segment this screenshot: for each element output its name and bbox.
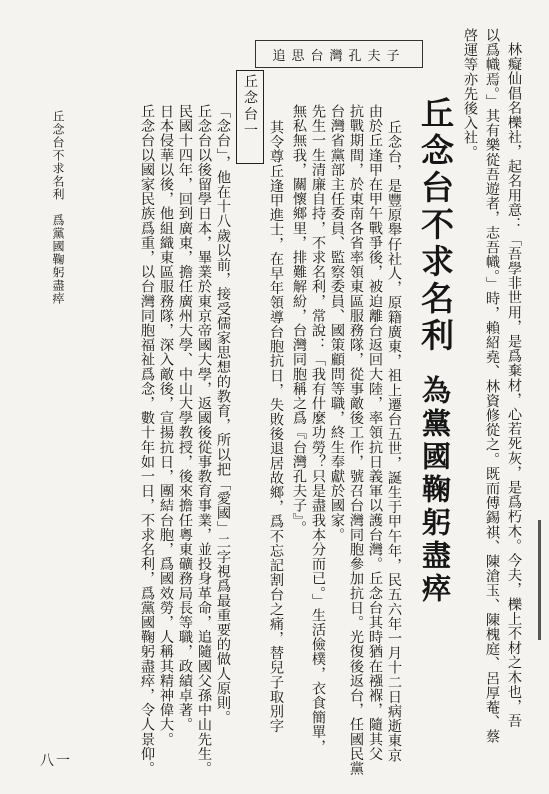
- top-column-3: 啓運等亦先後入社。: [462, 28, 478, 160]
- body-column-3: 抗戰期間，於東南各省率領東區服務隊，從事敵後工作，號召台灣同胞參加抗日。光復後返台，任國民黨: [348, 104, 364, 776]
- article-author: 為黨國鞠躬盡瘁: [418, 375, 452, 606]
- body-column-6: 無私無我，關懷鄉里，排難解紛，台灣同胞稱之爲『台灣孔夫子』。: [291, 104, 307, 535]
- article-title: 丘念台不求名利: [416, 96, 455, 355]
- body-column-4: 台灣省黨部主任委員、監察委員、國策顧問等職，終生奉獻於國家。: [329, 104, 345, 542]
- article-title-block: [412, 96, 459, 606]
- top-column-1: 林癡仙倡名櫟社，起名用意：「吾學非世用，是爲棄材，心若死灰，是爲朽木。今夫，櫟上不材之木也，吾: [506, 42, 522, 729]
- edge-mark: [538, 520, 541, 640]
- body-column-7: 其令尊丘逢甲進士，在早年領導台胞抗日，失敗後退居故鄉，爲不忘記割台之痛，替兒子取別字: [268, 120, 284, 734]
- body-column-12: 丘念台以國家民族爲重，以台灣同胞福祉爲念，數十年如一日，不求名利，爲黨國鞠躬盡瘁，令人景仰。: [139, 104, 155, 776]
- body-column-8: 「念台」，他在十八歲以前，接受儒家思想的教育，所以把「愛國」二字視爲最重要的做人原則。: [215, 104, 231, 725]
- inset-label: 丘念台一: [242, 74, 258, 139]
- section-header-box: [255, 40, 423, 68]
- top-column-2: 以爲幟焉。」其有樂從吾遊者，志吾幟。」時，賴紹堯、林資修從之。既而傅錫祺、陳滄玉、陳槐庭、呂厚菴、蔡: [484, 28, 500, 744]
- body-column-5: 先生一生清廉自持，不求名利，常說：「我有什麼功勞？只是盡我本分而已。」生活儉樸，衣食簡單，: [310, 104, 326, 754]
- body-column-2: 由於丘逢甲在甲午戰爭後，被迫離台返回大陸，率領抗日義軍以護台灣。丘念台其時猶在襁褓，隨其父: [367, 104, 383, 761]
- body-column-10: 民國十四年，回到廣東，擔任廣州大學、中山大學教授，後來擔任粵東礦務局長等職，政績卓著。: [177, 104, 193, 732]
- body-column-11: 日本侵華以後，他組織東區服務隊，深入敵後，宣揚抗日，團結台胞，爲國效勞，人稱其精神偉大。: [158, 104, 174, 747]
- section-header: 追思台灣孔夫子: [272, 48, 406, 64]
- body-column-9: 丘念台以後留學日本，畢業於東京帝國大學，返國後從事教育事業，並投身革命，追隨國父孫中山先生。: [196, 104, 212, 776]
- page-number: 八一: [40, 753, 72, 769]
- body-column-1: 丘念台，是豐原舉仔社人，原籍廣東，祖上遷台五世，誕生于甲午年，民五六年一月十二日病逝東京: [386, 120, 402, 763]
- footer-running-title: 丘念台不求名利 爲黨國鞠躬盡瘁: [51, 110, 65, 305]
